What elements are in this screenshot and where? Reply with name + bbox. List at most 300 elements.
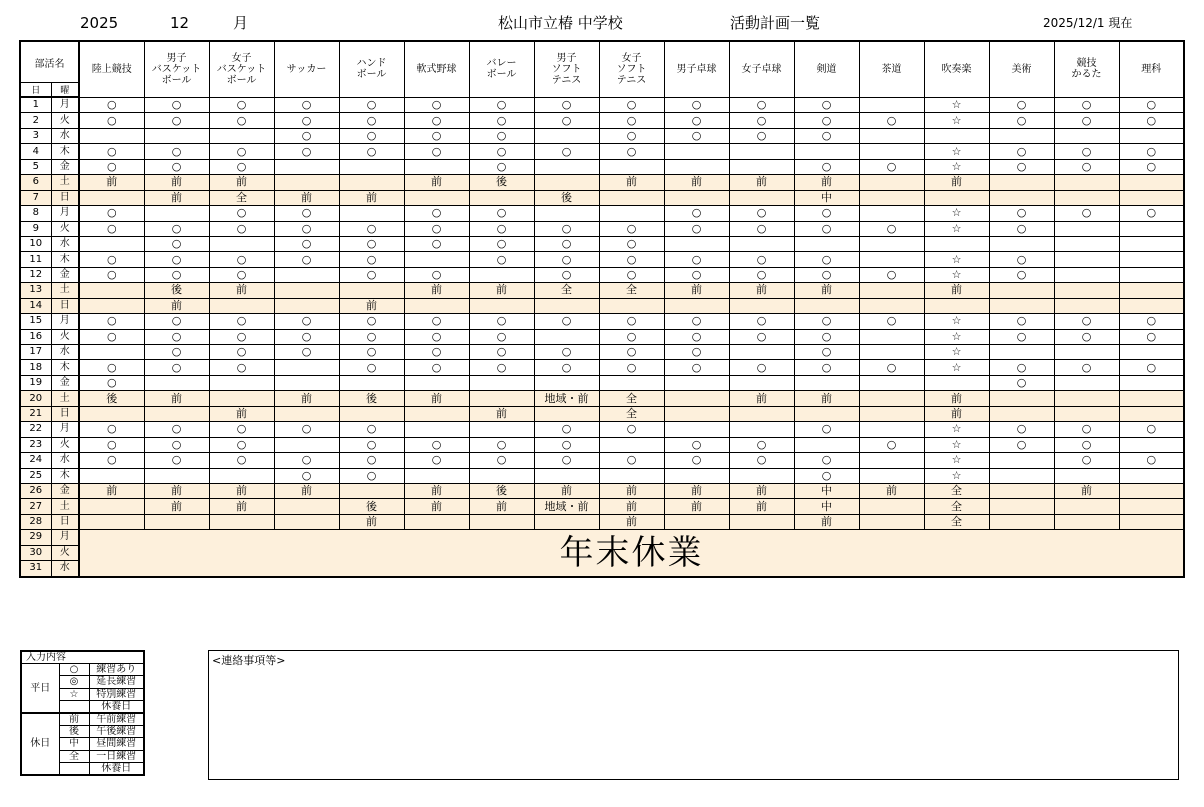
schedule-cell[interactable] <box>404 406 469 421</box>
schedule-cell[interactable]: ○ <box>209 144 274 159</box>
schedule-cell[interactable] <box>794 298 859 313</box>
schedule-cell[interactable] <box>209 514 274 529</box>
schedule-cell[interactable] <box>1119 437 1184 452</box>
schedule-cell[interactable] <box>664 514 729 529</box>
schedule-cell[interactable] <box>144 206 209 221</box>
schedule-cell[interactable]: ○ <box>209 329 274 344</box>
schedule-cell[interactable]: ○ <box>339 360 404 375</box>
schedule-cell[interactable]: 前 <box>404 483 469 498</box>
notes-box[interactable] <box>208 650 1179 780</box>
schedule-cell[interactable] <box>989 128 1054 143</box>
schedule-cell[interactable] <box>1054 128 1119 143</box>
schedule-cell[interactable] <box>1119 298 1184 313</box>
schedule-cell[interactable]: ○ <box>339 468 404 483</box>
schedule-cell[interactable]: 前 <box>144 499 209 514</box>
schedule-cell[interactable] <box>534 175 599 190</box>
schedule-cell[interactable] <box>209 128 274 143</box>
schedule-cell[interactable] <box>339 175 404 190</box>
schedule-cell[interactable]: ○ <box>794 159 859 174</box>
schedule-cell[interactable] <box>599 298 664 313</box>
schedule-cell[interactable]: ○ <box>989 221 1054 236</box>
schedule-cell[interactable]: 全 <box>924 514 989 529</box>
schedule-cell[interactable] <box>729 190 794 205</box>
schedule-cell[interactable]: ○ <box>144 329 209 344</box>
schedule-cell[interactable]: ○ <box>209 422 274 437</box>
schedule-cell[interactable] <box>989 453 1054 468</box>
schedule-cell[interactable]: ○ <box>534 360 599 375</box>
schedule-cell[interactable] <box>989 514 1054 529</box>
schedule-cell[interactable]: 前 <box>534 483 599 498</box>
schedule-cell[interactable]: ○ <box>599 144 664 159</box>
schedule-cell[interactable] <box>729 468 794 483</box>
schedule-cell[interactable]: ○ <box>339 113 404 128</box>
schedule-cell[interactable] <box>794 437 859 452</box>
schedule-cell[interactable] <box>1119 468 1184 483</box>
schedule-cell[interactable]: 中 <box>794 483 859 498</box>
schedule-cell[interactable]: ○ <box>274 144 339 159</box>
schedule-cell[interactable] <box>209 468 274 483</box>
schedule-cell[interactable] <box>274 267 339 282</box>
schedule-cell[interactable] <box>859 345 924 360</box>
schedule-cell[interactable] <box>989 391 1054 406</box>
schedule-cell[interactable]: ○ <box>144 360 209 375</box>
schedule-cell[interactable]: 前 <box>209 406 274 421</box>
schedule-cell[interactable] <box>664 406 729 421</box>
schedule-cell[interactable]: ○ <box>989 422 1054 437</box>
schedule-cell[interactable]: ○ <box>859 267 924 282</box>
schedule-cell[interactable]: ○ <box>209 221 274 236</box>
schedule-cell[interactable]: ○ <box>144 236 209 251</box>
schedule-cell[interactable] <box>534 514 599 529</box>
schedule-cell[interactable]: ○ <box>79 422 144 437</box>
schedule-cell[interactable]: ○ <box>794 97 859 113</box>
schedule-cell[interactable]: ○ <box>794 329 859 344</box>
schedule-cell[interactable] <box>534 375 599 390</box>
schedule-cell[interactable]: ○ <box>404 236 469 251</box>
schedule-cell[interactable]: ○ <box>989 159 1054 174</box>
schedule-cell[interactable]: ○ <box>274 113 339 128</box>
schedule-cell[interactable]: ○ <box>729 221 794 236</box>
schedule-cell[interactable] <box>924 375 989 390</box>
schedule-cell[interactable] <box>599 437 664 452</box>
schedule-cell[interactable] <box>79 190 144 205</box>
schedule-cell[interactable] <box>339 283 404 298</box>
schedule-cell[interactable]: ○ <box>729 97 794 113</box>
schedule-cell[interactable]: ○ <box>144 345 209 360</box>
schedule-cell[interactable]: ○ <box>1054 113 1119 128</box>
schedule-cell[interactable] <box>274 360 339 375</box>
schedule-cell[interactable]: ○ <box>339 128 404 143</box>
schedule-cell[interactable] <box>79 514 144 529</box>
schedule-cell[interactable]: ○ <box>469 221 534 236</box>
schedule-cell[interactable]: ○ <box>1119 144 1184 159</box>
schedule-cell[interactable]: 前 <box>924 391 989 406</box>
schedule-cell[interactable]: 前 <box>794 175 859 190</box>
schedule-cell[interactable]: ○ <box>599 314 664 329</box>
schedule-cell[interactable] <box>729 514 794 529</box>
schedule-cell[interactable] <box>339 375 404 390</box>
schedule-cell[interactable] <box>469 422 534 437</box>
schedule-cell[interactable] <box>274 283 339 298</box>
schedule-cell[interactable]: 前 <box>1054 483 1119 498</box>
schedule-cell[interactable] <box>1119 514 1184 529</box>
schedule-cell[interactable] <box>924 236 989 251</box>
schedule-cell[interactable]: 地域・前 <box>534 391 599 406</box>
schedule-cell[interactable]: 前 <box>209 499 274 514</box>
schedule-cell[interactable] <box>794 144 859 159</box>
schedule-cell[interactable]: 前 <box>144 391 209 406</box>
schedule-cell[interactable]: 前 <box>404 175 469 190</box>
schedule-cell[interactable]: ○ <box>144 314 209 329</box>
schedule-cell[interactable] <box>1054 283 1119 298</box>
schedule-cell[interactable]: ○ <box>599 422 664 437</box>
schedule-cell[interactable] <box>729 159 794 174</box>
schedule-cell[interactable] <box>79 468 144 483</box>
schedule-cell[interactable]: 前 <box>209 483 274 498</box>
schedule-cell[interactable]: ☆ <box>924 206 989 221</box>
schedule-cell[interactable]: ○ <box>794 206 859 221</box>
schedule-cell[interactable]: ○ <box>144 422 209 437</box>
schedule-cell[interactable] <box>1054 221 1119 236</box>
schedule-cell[interactable]: ☆ <box>924 267 989 282</box>
schedule-cell[interactable]: ○ <box>859 360 924 375</box>
schedule-cell[interactable]: ○ <box>794 113 859 128</box>
schedule-cell[interactable] <box>469 514 534 529</box>
schedule-cell[interactable] <box>209 298 274 313</box>
schedule-cell[interactable]: ○ <box>989 252 1054 267</box>
schedule-cell[interactable]: 前 <box>924 283 989 298</box>
schedule-cell[interactable]: ○ <box>729 128 794 143</box>
schedule-cell[interactable] <box>1119 190 1184 205</box>
schedule-cell[interactable] <box>1119 267 1184 282</box>
schedule-cell[interactable] <box>729 422 794 437</box>
schedule-cell[interactable] <box>534 329 599 344</box>
schedule-cell[interactable]: 全 <box>599 391 664 406</box>
schedule-cell[interactable]: ○ <box>599 345 664 360</box>
schedule-cell[interactable]: ○ <box>794 267 859 282</box>
schedule-cell[interactable] <box>859 468 924 483</box>
schedule-cell[interactable]: ○ <box>599 236 664 251</box>
schedule-cell[interactable] <box>469 298 534 313</box>
schedule-cell[interactable]: ○ <box>339 422 404 437</box>
schedule-cell[interactable] <box>859 190 924 205</box>
schedule-cell[interactable]: ○ <box>1054 453 1119 468</box>
schedule-cell[interactable]: ○ <box>274 422 339 437</box>
schedule-cell[interactable] <box>794 236 859 251</box>
schedule-cell[interactable]: ○ <box>209 360 274 375</box>
schedule-cell[interactable] <box>404 422 469 437</box>
schedule-cell[interactable] <box>1054 298 1119 313</box>
schedule-cell[interactable]: 後 <box>339 391 404 406</box>
schedule-cell[interactable] <box>1119 406 1184 421</box>
schedule-cell[interactable]: 前 <box>339 298 404 313</box>
schedule-cell[interactable]: 前 <box>404 499 469 514</box>
schedule-cell[interactable]: ○ <box>144 252 209 267</box>
schedule-cell[interactable]: 前 <box>924 406 989 421</box>
schedule-cell[interactable] <box>859 422 924 437</box>
schedule-cell[interactable] <box>534 298 599 313</box>
schedule-cell[interactable]: ○ <box>209 206 274 221</box>
schedule-cell[interactable] <box>1119 283 1184 298</box>
schedule-cell[interactable]: ○ <box>404 314 469 329</box>
schedule-cell[interactable]: ○ <box>274 128 339 143</box>
schedule-cell[interactable] <box>469 468 534 483</box>
schedule-cell[interactable] <box>989 499 1054 514</box>
schedule-cell[interactable]: 前 <box>339 190 404 205</box>
schedule-cell[interactable]: ○ <box>339 97 404 113</box>
schedule-cell[interactable] <box>274 437 339 452</box>
schedule-cell[interactable] <box>664 159 729 174</box>
schedule-cell[interactable]: 前 <box>859 483 924 498</box>
schedule-cell[interactable]: ○ <box>664 128 729 143</box>
schedule-cell[interactable]: ○ <box>79 144 144 159</box>
schedule-cell[interactable] <box>274 499 339 514</box>
schedule-cell[interactable] <box>599 190 664 205</box>
schedule-cell[interactable] <box>274 175 339 190</box>
schedule-cell[interactable]: ○ <box>664 97 729 113</box>
schedule-cell[interactable] <box>534 128 599 143</box>
schedule-cell[interactable] <box>729 298 794 313</box>
schedule-cell[interactable]: ○ <box>859 437 924 452</box>
schedule-cell[interactable]: ○ <box>274 314 339 329</box>
schedule-cell[interactable] <box>79 128 144 143</box>
schedule-cell[interactable]: ○ <box>339 144 404 159</box>
schedule-cell[interactable] <box>859 391 924 406</box>
schedule-cell[interactable]: ○ <box>599 252 664 267</box>
schedule-cell[interactable] <box>534 468 599 483</box>
schedule-cell[interactable] <box>664 236 729 251</box>
schedule-cell[interactable]: 前 <box>274 483 339 498</box>
schedule-cell[interactable]: ○ <box>274 252 339 267</box>
schedule-cell[interactable]: ○ <box>859 314 924 329</box>
schedule-cell[interactable]: ○ <box>404 360 469 375</box>
schedule-cell[interactable]: ○ <box>599 267 664 282</box>
schedule-cell[interactable]: ○ <box>989 314 1054 329</box>
schedule-cell[interactable]: ○ <box>339 345 404 360</box>
schedule-cell[interactable]: 前 <box>599 483 664 498</box>
schedule-cell[interactable] <box>664 468 729 483</box>
schedule-cell[interactable] <box>664 144 729 159</box>
schedule-cell[interactable] <box>1054 175 1119 190</box>
schedule-cell[interactable]: ○ <box>339 221 404 236</box>
schedule-cell[interactable]: ○ <box>664 206 729 221</box>
schedule-cell[interactable]: ○ <box>729 314 794 329</box>
schedule-cell[interactable] <box>729 406 794 421</box>
schedule-cell[interactable]: ○ <box>404 345 469 360</box>
schedule-cell[interactable]: ○ <box>79 375 144 390</box>
schedule-cell[interactable] <box>534 206 599 221</box>
schedule-cell[interactable]: 後 <box>144 283 209 298</box>
schedule-cell[interactable]: ○ <box>79 252 144 267</box>
schedule-cell[interactable]: 前 <box>664 483 729 498</box>
schedule-cell[interactable] <box>859 453 924 468</box>
schedule-cell[interactable]: ○ <box>599 329 664 344</box>
schedule-cell[interactable]: ○ <box>339 236 404 251</box>
schedule-cell[interactable]: ○ <box>599 221 664 236</box>
schedule-cell[interactable]: ○ <box>274 97 339 113</box>
schedule-cell[interactable]: ○ <box>664 437 729 452</box>
schedule-cell[interactable]: ○ <box>794 468 859 483</box>
schedule-cell[interactable] <box>729 144 794 159</box>
schedule-cell[interactable] <box>79 236 144 251</box>
schedule-cell[interactable]: ☆ <box>924 144 989 159</box>
schedule-cell[interactable] <box>599 159 664 174</box>
schedule-cell[interactable]: ☆ <box>924 329 989 344</box>
schedule-cell[interactable]: ○ <box>599 113 664 128</box>
schedule-cell[interactable]: 中 <box>794 499 859 514</box>
schedule-cell[interactable]: 前 <box>144 483 209 498</box>
schedule-cell[interactable]: ○ <box>404 437 469 452</box>
schedule-cell[interactable] <box>859 375 924 390</box>
schedule-cell[interactable]: ○ <box>534 345 599 360</box>
schedule-cell[interactable] <box>859 97 924 113</box>
schedule-cell[interactable]: ○ <box>1119 159 1184 174</box>
schedule-cell[interactable]: ○ <box>794 252 859 267</box>
schedule-cell[interactable] <box>1119 483 1184 498</box>
schedule-cell[interactable]: ○ <box>404 453 469 468</box>
schedule-cell[interactable] <box>859 252 924 267</box>
schedule-cell[interactable] <box>274 375 339 390</box>
schedule-cell[interactable]: ○ <box>859 221 924 236</box>
schedule-cell[interactable]: ☆ <box>924 437 989 452</box>
schedule-cell[interactable]: ○ <box>144 221 209 236</box>
schedule-cell[interactable] <box>274 159 339 174</box>
schedule-cell[interactable]: ○ <box>664 267 729 282</box>
schedule-cell[interactable]: ○ <box>79 159 144 174</box>
schedule-cell[interactable]: 全 <box>599 406 664 421</box>
schedule-cell[interactable] <box>1119 128 1184 143</box>
schedule-cell[interactable]: ○ <box>729 267 794 282</box>
schedule-cell[interactable] <box>404 298 469 313</box>
schedule-cell[interactable]: ○ <box>729 437 794 452</box>
schedule-cell[interactable] <box>404 159 469 174</box>
schedule-cell[interactable] <box>599 468 664 483</box>
schedule-cell[interactable]: ○ <box>729 329 794 344</box>
schedule-cell[interactable]: ○ <box>859 159 924 174</box>
schedule-cell[interactable]: 前 <box>599 499 664 514</box>
schedule-cell[interactable]: 前 <box>664 499 729 514</box>
schedule-cell[interactable]: ○ <box>274 468 339 483</box>
schedule-cell[interactable]: ☆ <box>924 252 989 267</box>
schedule-cell[interactable]: ○ <box>534 422 599 437</box>
schedule-cell[interactable]: 前 <box>469 406 534 421</box>
schedule-cell[interactable] <box>1054 499 1119 514</box>
schedule-cell[interactable]: ○ <box>664 314 729 329</box>
schedule-cell[interactable] <box>1119 499 1184 514</box>
schedule-cell[interactable]: ○ <box>534 221 599 236</box>
schedule-cell[interactable] <box>859 406 924 421</box>
schedule-cell[interactable]: ○ <box>1054 360 1119 375</box>
schedule-cell[interactable]: ○ <box>794 422 859 437</box>
schedule-cell[interactable]: ○ <box>1119 422 1184 437</box>
schedule-cell[interactable]: 前 <box>729 175 794 190</box>
schedule-cell[interactable]: 全 <box>534 283 599 298</box>
schedule-cell[interactable] <box>664 375 729 390</box>
schedule-cell[interactable]: ○ <box>729 453 794 468</box>
schedule-cell[interactable]: ○ <box>794 128 859 143</box>
schedule-cell[interactable]: ○ <box>534 314 599 329</box>
schedule-cell[interactable]: 前 <box>729 283 794 298</box>
schedule-cell[interactable] <box>404 252 469 267</box>
schedule-cell[interactable] <box>1119 391 1184 406</box>
schedule-cell[interactable]: ○ <box>794 360 859 375</box>
schedule-cell[interactable] <box>209 391 274 406</box>
schedule-cell[interactable]: 全 <box>209 190 274 205</box>
schedule-cell[interactable]: ○ <box>404 267 469 282</box>
schedule-cell[interactable]: ○ <box>469 360 534 375</box>
schedule-cell[interactable] <box>469 375 534 390</box>
schedule-cell[interactable] <box>534 406 599 421</box>
schedule-cell[interactable]: ○ <box>534 453 599 468</box>
schedule-cell[interactable]: ○ <box>794 345 859 360</box>
schedule-cell[interactable]: ☆ <box>924 113 989 128</box>
schedule-cell[interactable]: ○ <box>989 437 1054 452</box>
schedule-cell[interactable]: ○ <box>79 437 144 452</box>
schedule-cell[interactable]: 前 <box>209 175 274 190</box>
schedule-cell[interactable]: ○ <box>729 206 794 221</box>
schedule-cell[interactable]: 前 <box>404 391 469 406</box>
schedule-cell[interactable] <box>469 391 534 406</box>
schedule-cell[interactable]: 全 <box>924 483 989 498</box>
schedule-cell[interactable]: ☆ <box>924 468 989 483</box>
schedule-cell[interactable]: ○ <box>339 329 404 344</box>
schedule-cell[interactable] <box>209 375 274 390</box>
schedule-cell[interactable]: ○ <box>1119 360 1184 375</box>
schedule-cell[interactable] <box>1054 252 1119 267</box>
schedule-cell[interactable] <box>924 298 989 313</box>
schedule-cell[interactable]: ○ <box>144 267 209 282</box>
schedule-cell[interactable]: ○ <box>469 252 534 267</box>
schedule-cell[interactable]: ○ <box>1119 453 1184 468</box>
schedule-cell[interactable] <box>144 468 209 483</box>
schedule-cell[interactable]: ☆ <box>924 360 989 375</box>
schedule-cell[interactable]: ○ <box>794 314 859 329</box>
schedule-cell[interactable]: 前 <box>924 175 989 190</box>
schedule-cell[interactable]: ○ <box>404 97 469 113</box>
schedule-cell[interactable] <box>859 329 924 344</box>
schedule-cell[interactable]: ○ <box>144 453 209 468</box>
schedule-cell[interactable]: ○ <box>729 360 794 375</box>
schedule-cell[interactable]: ○ <box>339 252 404 267</box>
schedule-cell[interactable]: 前 <box>794 514 859 529</box>
schedule-cell[interactable]: ○ <box>664 113 729 128</box>
schedule-cell[interactable]: 前 <box>599 175 664 190</box>
schedule-cell[interactable]: 全 <box>924 499 989 514</box>
schedule-cell[interactable]: ○ <box>664 221 729 236</box>
schedule-cell[interactable]: 前 <box>274 190 339 205</box>
schedule-cell[interactable] <box>729 236 794 251</box>
schedule-cell[interactable] <box>664 422 729 437</box>
schedule-cell[interactable]: ○ <box>274 206 339 221</box>
schedule-cell[interactable] <box>534 159 599 174</box>
schedule-cell[interactable]: 前 <box>794 391 859 406</box>
schedule-cell[interactable]: ○ <box>599 453 664 468</box>
schedule-cell[interactable] <box>1054 406 1119 421</box>
schedule-cell[interactable]: ○ <box>209 437 274 452</box>
schedule-cell[interactable]: ○ <box>534 144 599 159</box>
schedule-cell[interactable] <box>1054 267 1119 282</box>
schedule-cell[interactable] <box>79 499 144 514</box>
schedule-cell[interactable] <box>989 483 1054 498</box>
schedule-cell[interactable] <box>1119 175 1184 190</box>
schedule-cell[interactable] <box>599 206 664 221</box>
schedule-cell[interactable] <box>1054 514 1119 529</box>
schedule-cell[interactable] <box>1119 236 1184 251</box>
schedule-cell[interactable]: ○ <box>79 206 144 221</box>
schedule-cell[interactable]: ○ <box>274 345 339 360</box>
schedule-cell[interactable]: ○ <box>1054 97 1119 113</box>
schedule-cell[interactable]: 前 <box>664 283 729 298</box>
